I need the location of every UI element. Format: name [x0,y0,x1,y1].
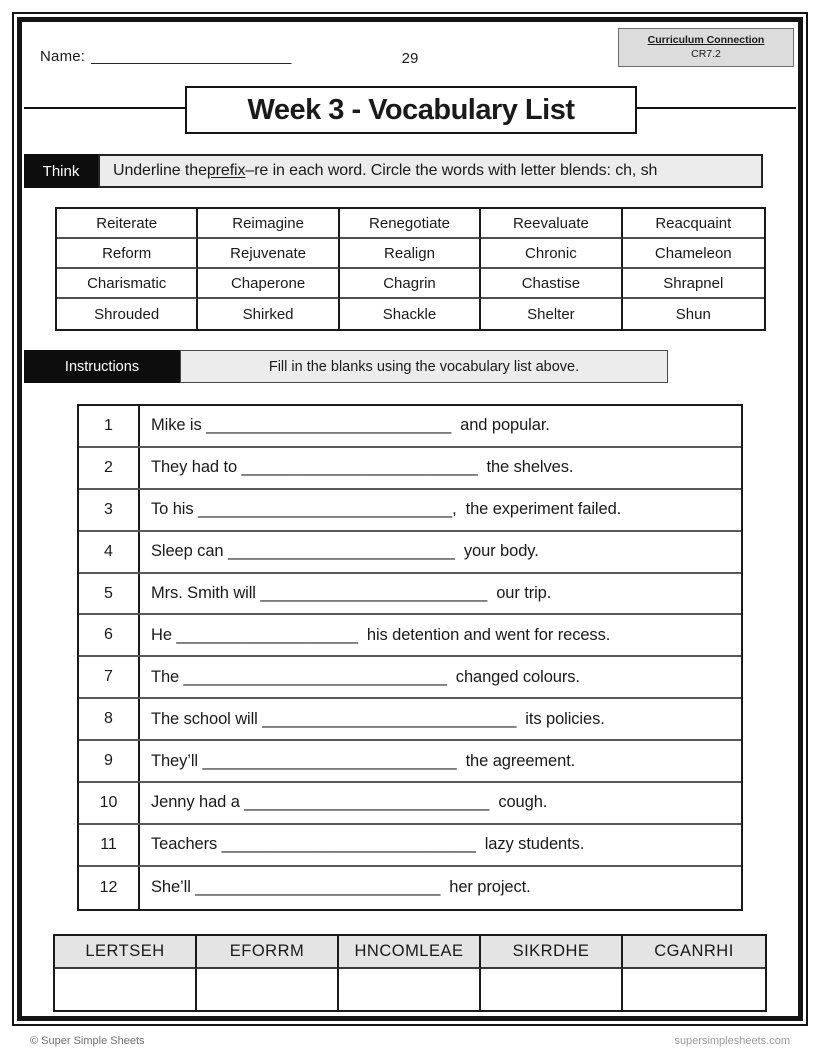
vocab-word: Reacquaint [623,209,764,239]
sentence-row [79,825,741,867]
think-section [24,154,763,188]
page-number: 29 [401,50,419,67]
vocab-word: Shrapnel [623,269,764,299]
scramble-answer-cell [623,969,765,1010]
sentence-number: 4 [79,532,140,572]
vocab-word: Reimagine [198,209,339,239]
vocab-word: Shirked [198,299,339,329]
sentence-text: The _____________________________ changed colours. [151,667,580,686]
scramble-word: EFORRM [197,936,339,969]
sentence-number: 2 [79,448,140,488]
scramble-word: LERTSEH [55,936,197,969]
sentence-text: Jenny had a ___________________________ cough. [151,793,548,812]
page-title: Week 3 - Vocabulary List [247,93,575,126]
scramble-word: CGANRHI [623,936,765,969]
vocab-word: Shackle [340,299,481,329]
vocab-word: Renegotiate [340,209,481,239]
footer-copyright: © Super Simple Sheets [30,1035,145,1047]
footer-website: supersimplesheets.com [674,1035,790,1047]
vocab-word: Rejuvenate [198,239,339,269]
vocab-word: Chameleon [623,239,764,269]
sentence-number: 11 [79,825,140,865]
sentence-number: 10 [79,783,140,823]
think-instruction-underlined: prefix [206,162,246,179]
sentence-row [79,657,741,699]
sentence-row [79,574,741,616]
name-blank-line: ________________________ [91,48,292,65]
sentence-row [79,490,741,532]
sentence-number: 8 [79,699,140,739]
instructions-label: Instructions [24,350,180,383]
scramble-word: SIKRDHE [481,936,623,969]
sentence-number: 6 [79,615,140,655]
think-instruction-pre: Underline the [113,162,207,179]
vocab-word: Reiterate [57,209,198,239]
think-label: Think [24,154,98,188]
sentence-row [79,783,741,825]
vocab-word: Shun [675,305,711,323]
sentences-table [77,404,743,911]
sentence-row [79,615,741,657]
scramble-answer-cell [481,969,623,1010]
sentence-text: Mrs. Smith will _________________________ our trip. [151,584,552,602]
curriculum-badge-title: Curriculum Connection [647,34,765,47]
vocabulary-table [55,207,766,331]
vocab-word: Chronic [481,239,622,269]
sentence-row [79,448,741,490]
instructions-text: Fill in the blanks using the vocabulary list above. [180,350,668,383]
title-box [185,86,637,134]
vocab-word: Shrouded [57,299,198,329]
sentence-text: The school will ____________________________ its policies. [151,709,605,728]
sentence-number: 1 [79,406,140,446]
scramble-answer-cell [55,969,197,1010]
sentence-text: They had to __________________________ the shelves. [151,458,574,477]
think-instruction [98,154,763,188]
sentence-text: They’ll ____________________________ the agreement. [151,751,576,770]
vocab-word: Charismatic [57,269,198,299]
think-instruction-post: –re in each word. Circle the words with letter blends: ch, sh [245,162,658,179]
sentence-text: Teachers ____________________________ lazy students. [151,835,585,854]
vocab-word: Chagrin [340,269,481,299]
vocab-word: Chaperone [198,269,339,299]
scramble-table [53,934,767,1012]
sentence-text: He ____________________ his detention and went for recess. [151,625,611,644]
sentence-row [79,406,741,448]
sentence-number: 5 [79,574,140,614]
scramble-answer-cell [339,969,481,1010]
name-label: Name: [40,48,86,65]
sentence-number: 12 [79,867,140,909]
sentence-number: 7 [79,657,140,697]
sentence-row [79,741,741,783]
sentence-text: Mike is ___________________________ and popular. [151,416,550,435]
vocab-word: Shelter [481,299,622,329]
scramble-word: HNCOMLEAE [339,936,481,969]
sentence-row [79,532,741,574]
sentence-text: To his ____________________________, the experiment failed. [151,500,622,519]
vocab-word: Chastise [481,269,622,299]
instructions-section [24,350,668,383]
vocab-word: Reevaluate [481,209,622,239]
vocab-word: Reform [57,239,198,269]
vocab-word: Realign [340,239,481,269]
sentence-text: Sleep can _________________________ your body. [151,542,539,561]
sentence-number: 9 [79,741,140,781]
sentence-row [79,867,741,909]
sentence-row [79,699,741,741]
sentence-text: She’ll ___________________________ her project. [151,878,531,897]
scramble-answer-cell [197,969,339,1010]
sentence-number: 3 [79,490,140,530]
curriculum-badge-code: CR7.2 [691,47,721,60]
curriculum-connection-badge [618,28,794,67]
